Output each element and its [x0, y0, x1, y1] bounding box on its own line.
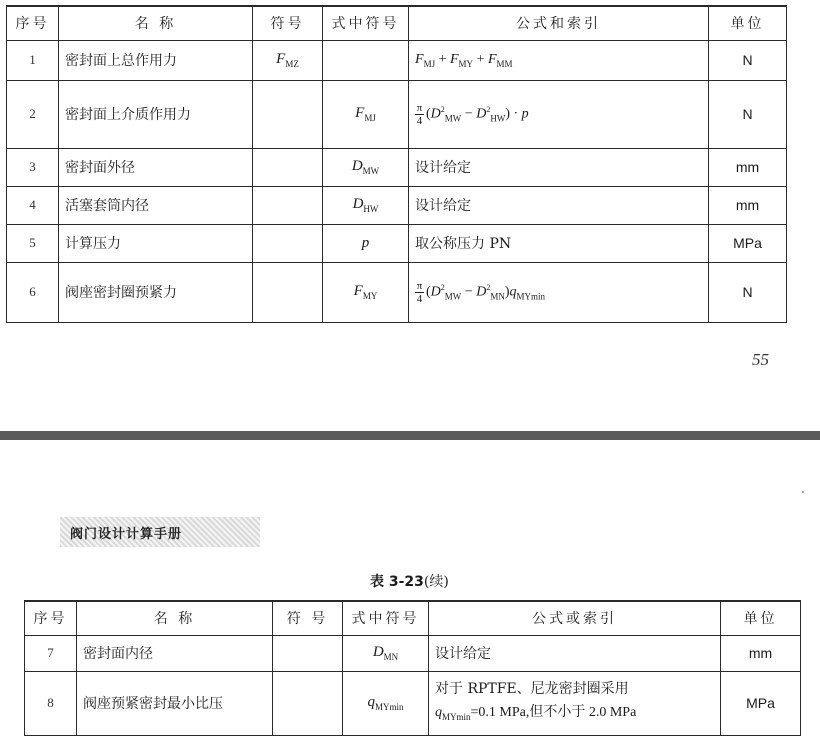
- col-header-variable: 式中符号: [343, 601, 429, 635]
- row-symbol: [273, 635, 343, 671]
- row-name: 阀座预紧密封最小比压: [77, 671, 273, 735]
- pi-over-4-fraction: $\frac{\pi}{4}$: [416, 101, 423, 127]
- table-caption: 表 3-23(续): [370, 574, 449, 590]
- page-divider: [0, 431, 820, 440]
- table-row: [25, 671, 801, 735]
- row-number: 5: [7, 224, 59, 262]
- row-name: 密封面上介质作用力: [59, 80, 253, 148]
- row-name: 密封面上总作用力: [59, 40, 253, 80]
- row-unit: mm: [721, 635, 801, 671]
- row-unit: mm: [709, 148, 787, 186]
- row-name: 密封面外径: [59, 148, 253, 186]
- col-header-name: 名 称: [59, 6, 253, 40]
- row-name: 阀座密封圈预紧力: [59, 262, 253, 322]
- row-number: 7: [25, 635, 77, 671]
- row-formula: 取公称压力 PN: [409, 224, 709, 262]
- row-variable: [323, 40, 409, 80]
- row-symbol: [253, 224, 323, 262]
- row-number: 2: [7, 80, 59, 148]
- pi-over-4-fraction: $\frac{\pi}{4}$: [416, 279, 423, 305]
- row-formula: $\frac{\pi}{4}$ $(D^2_{MW} - D^2_{HW}) \cdot p$: [409, 80, 709, 148]
- row-formula: 设计给定: [429, 635, 721, 671]
- table-row: [7, 40, 787, 80]
- row-symbol: [253, 262, 323, 322]
- col-header-unit: 单位: [709, 6, 787, 40]
- page-number: 55: [752, 350, 769, 369]
- row-name: 计算压力: [59, 224, 253, 262]
- running-head-text: 阀门设计计算手册: [70, 527, 183, 542]
- row-formula: 设计给定: [409, 148, 709, 186]
- col-header-no: 序号: [25, 601, 77, 635]
- table-row: [7, 262, 787, 322]
- table-row: [25, 635, 801, 671]
- row-unit: N: [709, 262, 787, 322]
- row-formula: $F_{MJ} + F_{MY} + F_{MM}$: [409, 40, 709, 80]
- bottom-table: [24, 600, 801, 736]
- row-number: 8: [25, 671, 77, 735]
- row-formula: 设计给定: [409, 186, 709, 224]
- row-number: 3: [7, 148, 59, 186]
- running-head-banner: [60, 517, 260, 547]
- top-table: [6, 5, 787, 323]
- col-header-formula: 公式或索引: [429, 601, 721, 635]
- table-row: [7, 148, 787, 186]
- row-number: 6: [7, 262, 59, 322]
- row-symbol: [253, 148, 323, 186]
- row-symbol: $F_{MZ}$: [253, 40, 323, 80]
- row-variable: $q_{MYmin}$: [343, 671, 429, 735]
- row-variable: $D_{HW}$: [323, 186, 409, 224]
- col-header-no: 序号: [7, 6, 59, 40]
- bottom-header-row: [25, 601, 801, 635]
- row-unit: N: [709, 80, 787, 148]
- col-header-name: 名 称: [77, 601, 273, 635]
- row-variable: $F_{MJ}$: [323, 80, 409, 148]
- row-variable: p: [323, 224, 409, 262]
- col-header-variable: 式中符号: [323, 6, 409, 40]
- scan-speck: [802, 491, 804, 493]
- row-unit: mm: [709, 186, 787, 224]
- row-formula: $\frac{\pi}{4}$ $(D^2_{MW} - D^2_{MN})q_{MYmin}$: [409, 262, 709, 322]
- col-header-unit: 单位: [721, 601, 801, 635]
- formula-line-2: $q_{MYmin}=0.1$ MPa,但不小于 2.0 MPa: [435, 705, 637, 722]
- row-name: 密封面内径: [77, 635, 273, 671]
- top-header-row: [7, 6, 787, 40]
- row-symbol: [253, 186, 323, 224]
- table-row: [7, 224, 787, 262]
- row-variable: $D_{MN}$: [343, 635, 429, 671]
- row-symbol: [273, 671, 343, 735]
- row-unit: MPa: [709, 224, 787, 262]
- row-name: 活塞套筒内径: [59, 186, 253, 224]
- row-variable: $F_{MY}$: [323, 262, 409, 322]
- row-symbol: [253, 80, 323, 148]
- row-unit: MPa: [721, 671, 801, 735]
- table-row: [7, 186, 787, 224]
- formula-line-1: 对于 RPTFE、尼龙密封圈采用: [435, 681, 629, 698]
- row-number: 1: [7, 40, 59, 80]
- row-variable: $D_{MW}$: [323, 148, 409, 186]
- row-unit: N: [709, 40, 787, 80]
- col-header-symbol: 符号: [253, 6, 323, 40]
- row-number: 4: [7, 186, 59, 224]
- col-header-formula: 公式和索引: [409, 6, 709, 40]
- col-header-symbol: 符 号: [273, 601, 343, 635]
- row-formula: [429, 671, 721, 735]
- table-row: [7, 80, 787, 148]
